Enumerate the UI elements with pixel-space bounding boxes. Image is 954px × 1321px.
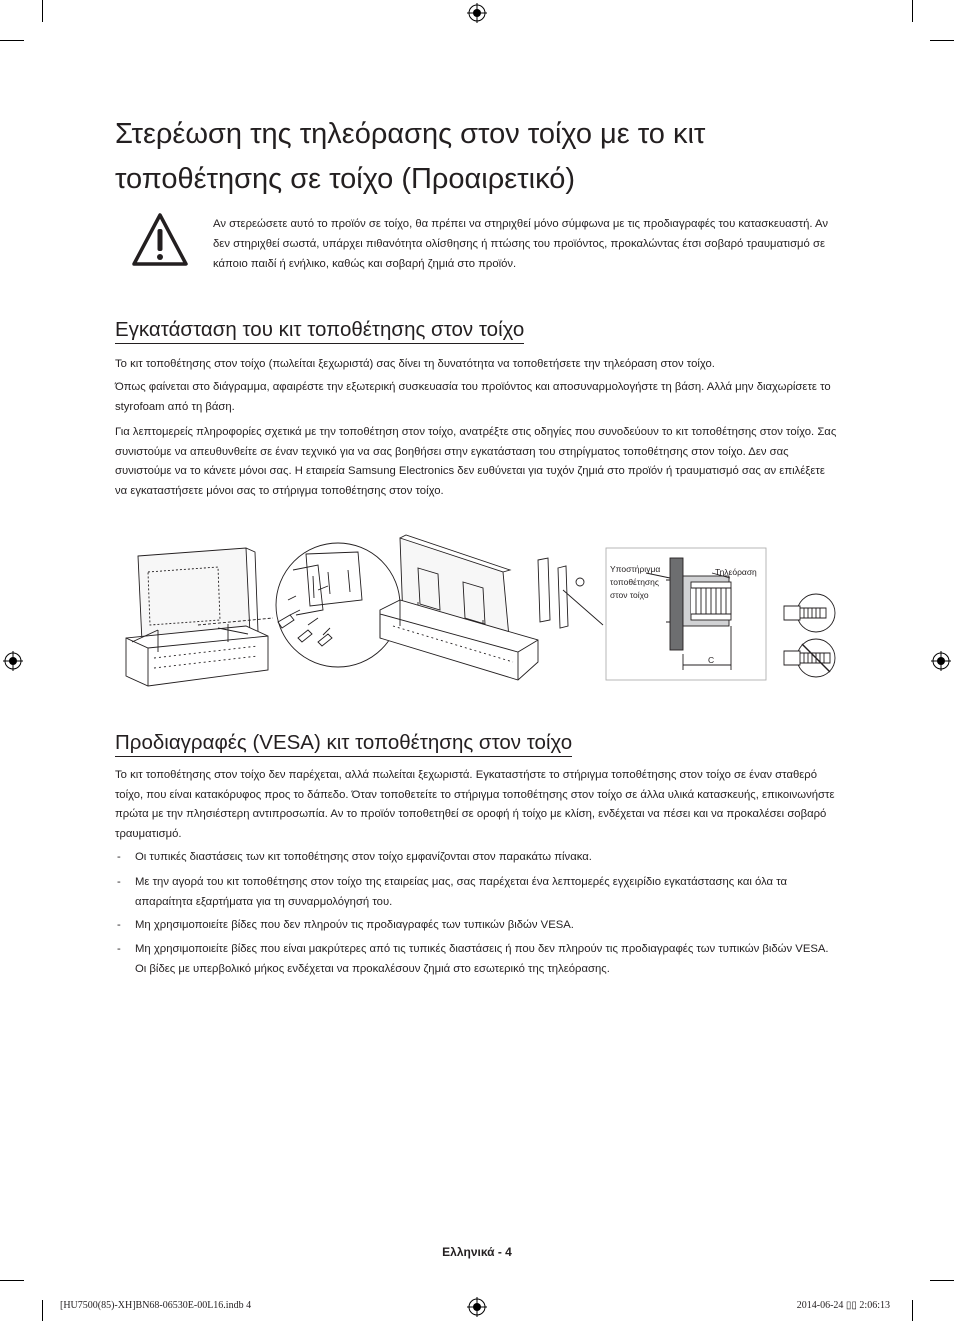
- label-wall-bracket-line1: Υποστήριγμα: [610, 564, 661, 574]
- crop-mark: [42, 0, 43, 22]
- warning-triangle-icon: [131, 211, 189, 269]
- section-heading-wall-mount-install: Εγκατάσταση του κιτ τοποθέτησης στον τοίχο: [115, 317, 524, 344]
- crop-mark: [930, 1280, 954, 1281]
- crop-mark: [42, 1300, 43, 1321]
- paragraph: Το κιτ τοποθέτησης στον τοίχο δεν παρέχεται, αλλά πωλείται ξεχωριστά. Εγκαταστήστε το στήριγμα τοποθέτησης στον τοίχο σε έναν σταθερό τοίχο, που είναι κατακόρυφος προς το δάπεδο. Όταν τοποθετείτε το στήριγμα τοποθέτησης στον τοίχο σε άλλα υλικά κατασκευής, επικοινωνήστε πρώτα με την πλησιέστερη αντιπροσωπία. Αν το προϊόν τοποθετηθεί σε οροφή ή τοίχο με κλίση, ενδέχεται να πέσει και να προκαλέσει σοβαρό τραυματισμό.: [115, 769, 835, 840]
- list-item-text: Με την αγορά του κιτ τοποθέτησης στον τοίχο της εταιρείας μας, σας παρέχεται ένα λεπτομερές εγχειρίδιο εγκατάστασης και όλα τα απαραίτητα εξαρτήματα για τη συναρμολόγησή του.: [135, 876, 788, 908]
- list-item: [115, 940, 837, 979]
- label-tv: Τηλεόραση: [715, 567, 757, 577]
- warning-text: Αν στερεώσετε αυτό το προϊόν σε τοίχο, θα πρέπει να στηριχθεί μόνο σύμφωνα με τις προδιαγραφές του κατασκευαστή. Αν δεν στηριχθεί σωστά, υπάρχει πιθανότητα ολίσθησης ή πτώσης του προϊόντος, προκαλώντας έτσι σοβαρό τραυματισμό σε κάποιο παιδί ή ενήλικο, καθώς και σοβαρή ζημιά στο προϊόν.: [213, 218, 829, 270]
- page-title-line2: τοποθέτησης σε τοίχο (Προαιρετικό): [115, 163, 576, 195]
- label-dimension-c: C: [708, 655, 715, 665]
- registration-mark-icon: [467, 3, 487, 23]
- page-number: Ελληνικά - 4: [442, 1245, 512, 1259]
- screw-correct-icon: [784, 594, 835, 632]
- tv-back-illustration-middle: [380, 535, 538, 680]
- list-item-text: Οι τυπικές διαστάσεις των κιτ τοποθέτησης στον τοίχο εμφανίζονται στον παρακάτω πίνακα.: [135, 851, 592, 863]
- list-item-text: Μη χρησιμοποιείτε βίδες που δεν πληρούν τις προδιαγραφές των τυπικών βιδών VESA.: [135, 919, 574, 931]
- bracket-hook-illustration: [538, 558, 603, 628]
- crop-mark: [0, 40, 24, 41]
- wall-mount-diagram: [118, 530, 842, 688]
- print-slug-right: 2014-06-24 ▯▯ 2:06:13: [796, 1300, 890, 1311]
- registration-mark-icon: [931, 651, 951, 671]
- print-slug-left: [HU7500(85)-XH]BN68-06530E-00L16.indb 4: [60, 1300, 252, 1311]
- screw-incorrect-icon: [784, 639, 835, 677]
- registration-mark-icon: [467, 1297, 487, 1317]
- paragraph: Όπως φαίνεται στο διάγραμμα, αφαιρέστε την εξωτερική συσκευασία του προϊόντος και αποσυναρμολογήστε τη βάση. Αλλά μην διαχωρίσετε το styrofoam από τη βάση.: [115, 381, 831, 413]
- label-wall-bracket-line3: στον τοίχο: [610, 590, 649, 600]
- registration-mark-icon: [3, 651, 23, 671]
- label-wall-bracket-line2: τοποθέτησης: [610, 577, 659, 587]
- tv-back-illustration-left: [126, 548, 268, 686]
- crop-mark: [912, 0, 913, 22]
- section-heading-vesa-specs: Προδιαγραφές (VESA) κιτ τοποθέτησης στον τοίχο: [115, 730, 572, 757]
- paragraph: Για λεπτομερείς πληροφορίες σχετικά με την τοποθέτηση στον τοίχο, ανατρέξτε στις οδηγίες που συνοδεύουν το κιτ τοποθέτησης στον τοίχο. Σας συνιστούμε να απευθυνθείτε σε έναν τεχνικό για να σας βοηθήσει στην εγκατάσταση του στηρίγματος τοποθέτησης στον τοίχο. Δεν σας συνιστούμε να το κάνετε μόνοι σας. Η εταιρεία Samsung Electronics δεν ευθύνεται για τυχόν ζημιά στο προϊόν ή τραυματισμό σας αν επιλέξετε να εγκαταστήσετε μόνοι σας το στήριγμα τοποθέτησης στον τοίχο.: [115, 426, 837, 497]
- crop-mark: [0, 1280, 24, 1281]
- paragraph: Το κιτ τοποθέτησης στον τοίχο (πωλείται ξεχωριστά) σας δίνει τη δυνατότητα να τοποθετήσετε την τηλεόραση στον τοίχο.: [115, 358, 715, 370]
- list-dash: -: [117, 943, 121, 955]
- screw-detail-zoom-circle: [276, 543, 400, 667]
- list-dash: -: [117, 851, 121, 863]
- page-title-line1: Στερέωση της τηλεόρασης στον τοίχο με το κιτ: [115, 118, 706, 150]
- list-item: [115, 873, 837, 912]
- list-item: [115, 916, 837, 936]
- list-item-text: Μη χρησιμοποιείτε βίδες που είναι μακρύτερες από τις τυπικές διαστάσεις ή που δεν πληρούν τις προδιαγραφές των τυπικών βιδών VESA. Οι βίδες με υπερβολικό μήκος ενδέχεται να προκαλέσουν ζημιά στο εσωτερικό της τηλεόρασης.: [135, 943, 829, 975]
- list-dash: -: [117, 876, 121, 888]
- list-dash: -: [117, 919, 121, 931]
- crop-mark: [912, 1300, 913, 1321]
- list-item: [115, 848, 837, 868]
- page-title: [115, 112, 875, 202]
- crop-mark: [930, 40, 954, 41]
